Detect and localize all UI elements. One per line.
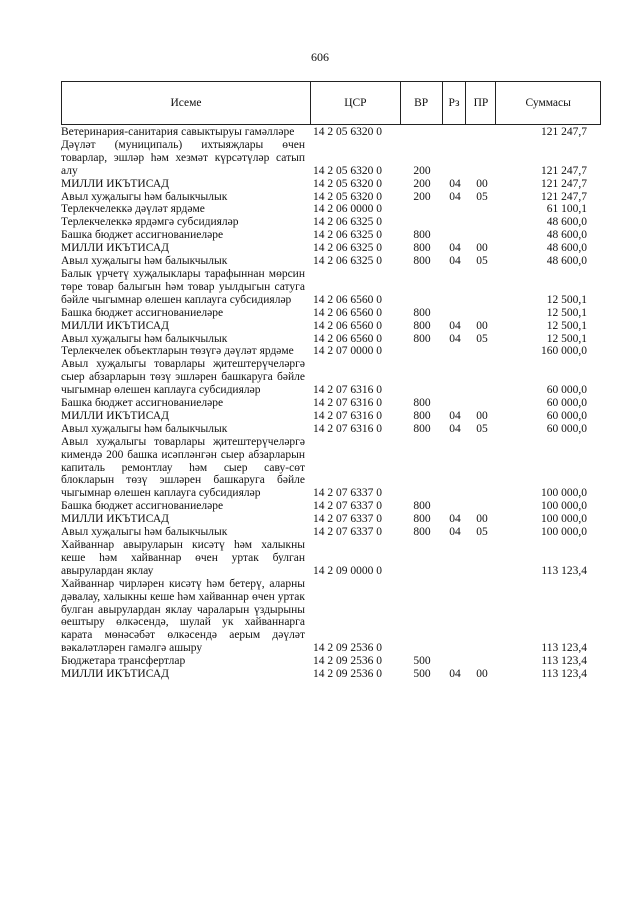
table-row <box>61 307 601 320</box>
cell-name: Терлекчелеккә ярдәмгә субсидияләр <box>61 216 239 229</box>
table-row <box>61 668 601 681</box>
table-row <box>61 526 601 539</box>
cell-sum: 100 000,0 <box>541 513 587 526</box>
cell-sum: 48 600,0 <box>546 242 587 255</box>
cell-csr: 14 2 06 6325 0 <box>313 216 382 229</box>
cell-csr: 14 2 07 6337 0 <box>313 487 382 500</box>
cell-pr: 00 <box>476 177 488 190</box>
table-row <box>61 500 601 513</box>
cell-name: Балык үрчетү хуҗалыклары тарафыннан мөрсин төре товар балыгын һәм товар уылдыгын сатуга бәйле чыгымнар өлешен каплауга субсидияләр <box>61 267 305 306</box>
cell-csr: 14 2 06 6325 0 <box>313 255 382 268</box>
cell-rz: 04 <box>449 526 461 539</box>
table-row <box>61 229 601 242</box>
table-row <box>61 358 601 397</box>
cell-name: Башка бюджет ассигнованиеләре <box>61 500 224 513</box>
cell-name: МИЛЛИ ИКЪТИСАД <box>61 177 169 190</box>
cell-vr: 800 <box>413 332 431 345</box>
cell-rz: 04 <box>449 255 461 268</box>
cell-csr: 14 2 06 6560 0 <box>313 319 382 332</box>
cell-rz: 04 <box>449 513 461 526</box>
table-row <box>61 320 601 333</box>
cell-name: Хайваннар чирләрен кисәтү һәм бетерү, аларны дәвалау, халыкны кеше һәм хайваннар өчен уртак булган авырулардан яклау чараларын үздырыны өештыру өлкәсендә, шулай ук хайваннарга карата мөнәсәбәт өлкәсендә аерым дәүләт вәкаләтләрен гамәлгә ашыру <box>61 577 305 655</box>
cell-name: Башка бюджет ассигнованиеләре <box>61 397 224 410</box>
cell-csr: 14 2 07 6316 0 <box>313 384 382 397</box>
cell-sum: 121 247,7 <box>541 126 587 138</box>
header-rz: Рз <box>443 82 467 124</box>
cell-sum: 12 500,1 <box>546 306 587 319</box>
cell-csr: 14 2 07 6337 0 <box>313 526 382 539</box>
cell-rz: 04 <box>449 409 461 422</box>
table-row <box>61 268 601 307</box>
cell-name: МИЛЛИ ИКЪТИСАД <box>61 409 169 422</box>
cell-rz: 04 <box>449 190 461 203</box>
table-row <box>61 539 601 578</box>
cell-rz: 04 <box>449 242 461 255</box>
cell-sum: 12 500,1 <box>546 319 587 332</box>
cell-csr: 14 2 06 6325 0 <box>313 229 382 242</box>
table-row <box>61 345 601 358</box>
cell-vr: 800 <box>413 306 431 319</box>
cell-sum: 48 600,0 <box>546 216 587 229</box>
cell-sum: 100 000,0 <box>541 487 587 500</box>
cell-pr: 05 <box>476 190 488 203</box>
cell-vr: 800 <box>413 513 431 526</box>
cell-csr: 14 2 07 6337 0 <box>313 513 382 526</box>
header-vr: ВР <box>401 82 443 124</box>
cell-vr: 200 <box>413 177 431 190</box>
cell-csr: 14 2 07 0000 0 <box>313 345 382 358</box>
cell-vr: 200 <box>413 164 431 177</box>
cell-pr: 00 <box>476 242 488 255</box>
cell-name: Авыл хуҗалыгы һәм балыкчылык <box>61 422 228 435</box>
cell-csr: 14 2 06 6560 0 <box>313 293 382 306</box>
cell-sum: 60 000,0 <box>546 422 587 435</box>
cell-rz: 04 <box>449 332 461 345</box>
cell-vr: 800 <box>413 409 431 422</box>
header-pr: ПР <box>466 82 496 124</box>
cell-name: Авыл хуҗалыгы һәм балыкчылык <box>61 332 228 345</box>
table-row <box>61 203 601 216</box>
cell-sum: 113 123,4 <box>541 655 587 668</box>
cell-vr: 800 <box>413 319 431 332</box>
cell-csr: 14 2 07 6316 0 <box>313 397 382 410</box>
table-row <box>61 216 601 229</box>
cell-csr: 14 2 07 6337 0 <box>313 500 382 513</box>
cell-name: Терлекчелек объектларын төзүгә дәүләт ярдәме <box>61 345 294 358</box>
cell-name: МИЛЛИ ИКЪТИСАД <box>61 319 169 332</box>
cell-name: Авыл хуҗалыгы товарлары җитештерүчеләргә кимендә 200 башка исәпләнгән сыер абзарларын капиталь ремонтлау һәм сыер саву-сөт блокларын төзү эшләрен башкаруга бәйле чыгымнар өлешен каплауга субсидияләр <box>61 435 305 500</box>
cell-sum: 121 247,7 <box>541 164 587 177</box>
cell-csr: 14 2 07 6316 0 <box>313 409 382 422</box>
page-number: 606 <box>311 50 329 64</box>
cell-vr: 500 <box>413 668 431 681</box>
cell-pr: 00 <box>476 409 488 422</box>
cell-sum: 60 000,0 <box>546 384 587 397</box>
cell-csr: 14 2 06 6325 0 <box>313 242 382 255</box>
cell-name: Башка бюджет ассигнованиеләре <box>61 306 224 319</box>
table-row <box>61 178 601 191</box>
cell-name: Авыл хуҗалыгы һәм балыкчылык <box>61 255 228 268</box>
cell-sum: 160 000,0 <box>541 345 587 358</box>
cell-name: Ветеринария-санитария савыктыруы гамәлләре <box>61 126 295 138</box>
table-body <box>61 126 601 681</box>
cell-csr: 14 2 06 0000 0 <box>313 203 382 216</box>
cell-sum: 113 123,4 <box>541 564 587 577</box>
cell-csr: 14 2 06 6560 0 <box>313 306 382 319</box>
cell-csr: 14 2 06 6560 0 <box>313 332 382 345</box>
header-name: Исеме <box>62 82 311 124</box>
cell-vr: 200 <box>413 190 431 203</box>
cell-csr: 14 2 05 6320 0 <box>313 126 382 138</box>
cell-pr: 05 <box>476 526 488 539</box>
cell-name: Хайваннар авыруларын кисәтү һәм халыкны кеше һәм хайваннар өчен уртак булган авырулардан яклау <box>61 539 305 577</box>
table-row <box>61 655 601 668</box>
cell-pr: 00 <box>476 319 488 332</box>
cell-vr: 800 <box>413 242 431 255</box>
cell-rz: 04 <box>449 319 461 332</box>
cell-sum: 12 500,1 <box>546 332 587 345</box>
cell-csr: 14 2 05 6320 0 <box>313 190 382 203</box>
cell-sum: 60 000,0 <box>546 397 587 410</box>
cell-sum: 61 100,1 <box>546 203 587 216</box>
cell-pr: 05 <box>476 422 488 435</box>
cell-vr: 800 <box>413 500 431 513</box>
table-row <box>61 423 601 436</box>
cell-vr: 500 <box>413 655 431 668</box>
cell-sum: 48 600,0 <box>546 255 587 268</box>
cell-name: МИЛЛИ ИКЪТИСАД <box>61 668 169 681</box>
cell-csr: 14 2 07 6316 0 <box>313 422 382 435</box>
cell-csr: 14 2 09 2536 0 <box>313 642 382 655</box>
table-row <box>61 333 601 346</box>
cell-csr: 14 2 05 6320 0 <box>313 164 382 177</box>
cell-name: Башка бюджет ассигнованиеләре <box>61 229 224 242</box>
cell-csr: 14 2 09 2536 0 <box>313 668 382 681</box>
cell-name: Авыл хуҗалыгы һәм балыкчылык <box>61 190 228 203</box>
table-row <box>61 191 601 204</box>
cell-name: Авыл хуҗалыгы һәм балыкчылык <box>61 526 228 539</box>
cell-rz: 04 <box>449 668 461 681</box>
cell-sum: 60 000,0 <box>546 409 587 422</box>
cell-name: МИЛЛИ ИКЪТИСАД <box>61 242 169 255</box>
table-row <box>61 410 601 423</box>
cell-csr: 14 2 09 0000 0 <box>313 564 382 577</box>
cell-name: Терлекчелеккә дәүләт ярдәме <box>61 203 205 216</box>
cell-vr: 800 <box>413 422 431 435</box>
table-row <box>61 436 601 501</box>
table-row <box>61 397 601 410</box>
cell-sum: 48 600,0 <box>546 229 587 242</box>
cell-sum: 121 247,7 <box>541 190 587 203</box>
table-row <box>61 513 601 526</box>
cell-sum: 113 123,4 <box>541 642 587 655</box>
header-csr: ЦСР <box>311 82 401 124</box>
cell-vr: 800 <box>413 229 431 242</box>
cell-name: МИЛЛИ ИКЪТИСАД <box>61 513 169 526</box>
header-sum: Суммасы <box>525 97 571 109</box>
cell-pr: 05 <box>476 332 488 345</box>
table-row <box>61 578 601 655</box>
cell-pr: 00 <box>476 668 488 681</box>
table-row <box>61 255 601 268</box>
cell-vr: 800 <box>413 397 431 410</box>
cell-csr: 14 2 09 2536 0 <box>313 655 382 668</box>
cell-csr: 14 2 05 6320 0 <box>313 177 382 190</box>
cell-rz: 04 <box>449 177 461 190</box>
cell-sum: 113 123,4 <box>541 668 587 681</box>
budget-table <box>61 81 601 681</box>
cell-sum: 12 500,1 <box>546 293 587 306</box>
cell-pr: 00 <box>476 513 488 526</box>
cell-name: Дәүләт (муниципаль) ихтыяҗлары өчен товарлар, эшләр һәм хезмәт күрсәтүләр сатып алу <box>61 138 305 177</box>
cell-name: Авыл хуҗалыгы товарлары җитештерүчеләргә сыер абзарларын төзү эшләрен башкаруга бәйле чыгымнар өлешен каплауга субсидияләр <box>61 358 305 397</box>
table-row <box>61 126 601 139</box>
cell-vr: 800 <box>413 526 431 539</box>
cell-rz: 04 <box>449 422 461 435</box>
cell-sum: 100 000,0 <box>541 500 587 513</box>
cell-pr: 05 <box>476 255 488 268</box>
table-row <box>61 242 601 255</box>
cell-name: Бюджетара трансфертлар <box>61 655 186 668</box>
cell-sum: 100 000,0 <box>541 526 587 539</box>
cell-sum: 121 247,7 <box>541 177 587 190</box>
table-row <box>61 139 601 178</box>
cell-vr: 800 <box>413 255 431 268</box>
table-header <box>61 81 601 125</box>
